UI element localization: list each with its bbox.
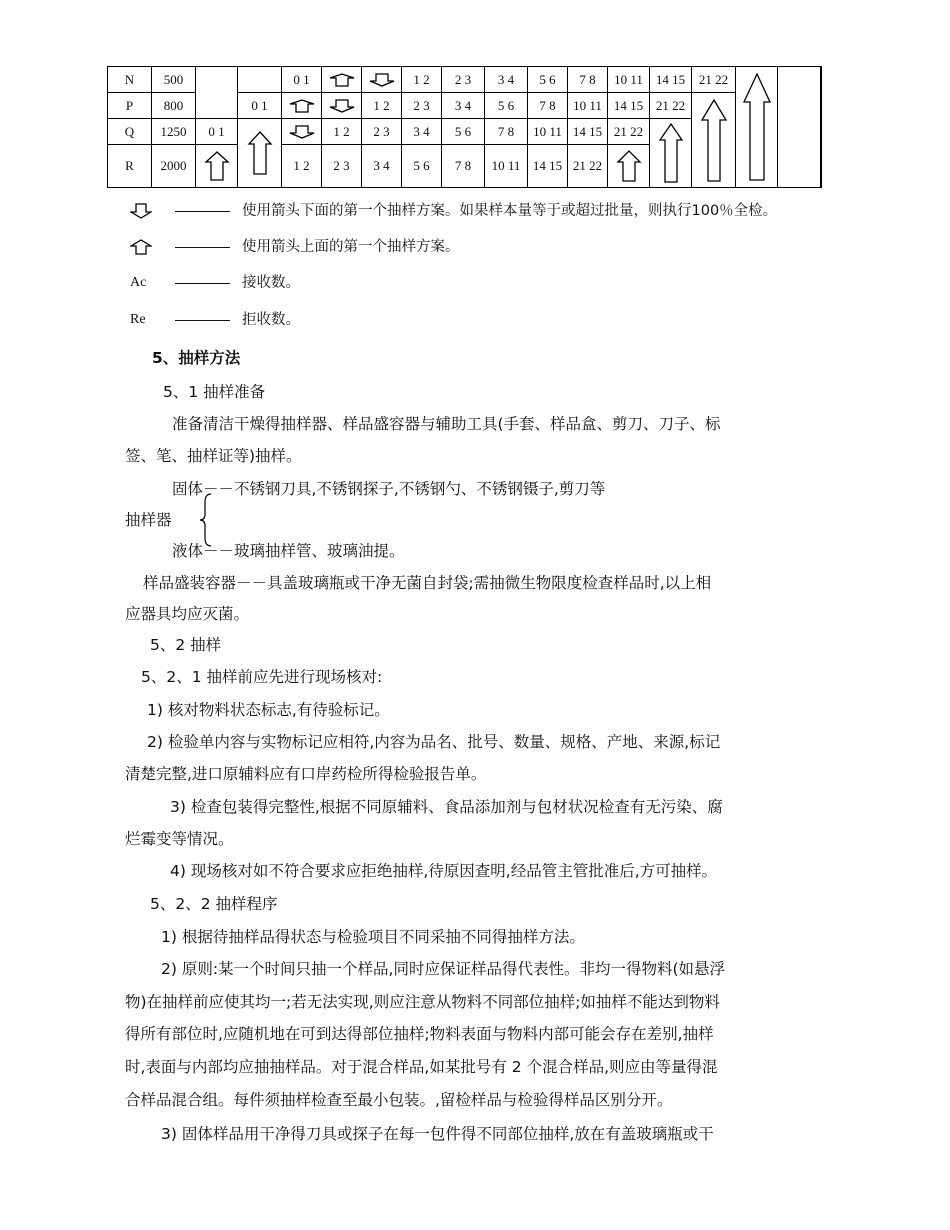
value-cell: 2 3 (322, 145, 362, 188)
value-cell: 10 11 (608, 67, 650, 93)
value-cell: 7 8 (485, 119, 528, 145)
code-cell: R (108, 145, 152, 188)
value-cell: 14 15 (608, 93, 650, 119)
down-arrow-icon (362, 67, 402, 93)
value-cell: 7 8 (568, 67, 608, 93)
paragraph-line: 固体－－不锈钢刀具,不锈钢探子,不锈钢勺、不锈钢镊子,剪刀等 (172, 480, 606, 498)
value-cell: 21 22 (692, 67, 736, 93)
subheading: 5、2、1 抽样前应先进行现场核对: (141, 668, 383, 686)
legend-dash (175, 320, 230, 321)
size-cell: 500 (152, 67, 196, 93)
up-arrow-icon (282, 93, 322, 119)
legend-dash (175, 211, 230, 212)
value-cell: 2 3 (362, 119, 402, 145)
value-cell: 14 15 (650, 67, 692, 93)
up-arrow-icon (322, 67, 362, 93)
value-cell: 14 15 (528, 145, 568, 188)
value-cell: 21 22 (568, 145, 608, 188)
down-arrow-icon (282, 119, 322, 145)
down-arrow-icon (130, 200, 160, 227)
subheading: 5、1 抽样准备 (163, 383, 266, 401)
paragraph-line: 签、笔、抽样证等)抽样。 (125, 447, 302, 465)
value-cell: 7 8 (528, 93, 568, 119)
up-arrow-icon (196, 145, 238, 188)
legend-symbol: Ac (130, 275, 147, 290)
sampler-label: 抽样器 (125, 511, 172, 529)
size-cell: 2000 (152, 145, 196, 188)
value-cell: 5 6 (402, 145, 442, 188)
size-cell: 1250 (152, 119, 196, 145)
paragraph-line: 烂霉变等情况。 (125, 830, 234, 848)
paragraph-line: 清楚完整,进口原辅料应有口岸药检所得检验报告单。 (125, 765, 487, 783)
down-arrow-icon (322, 93, 362, 119)
paragraph-line: 时,表面与内部均应抽抽样品。对于混合样品,如某批号有 2 个混合样品,则应由等量得混 (125, 1058, 718, 1076)
legend-text: 使用箭头上面的第一个抽样方案。 (242, 239, 460, 255)
size-cell: 800 (152, 93, 196, 119)
value-cell: 21 22 (608, 119, 650, 145)
legend-dash (175, 247, 230, 248)
value-cell: 10 11 (528, 119, 568, 145)
paragraph-line: 样品盛装容器－－具盖玻璃瓶或干净无菌自封袋;需抽微生物限度检查样品时,以上相 (143, 574, 712, 592)
legend-symbol: Re (130, 312, 146, 327)
legend-text: 拒收数。 (242, 312, 300, 328)
paragraph-line: 液体－－玻璃抽样管、玻璃油提。 (172, 542, 405, 560)
value-cell: 5 6 (485, 93, 528, 119)
up-arrow-icon (130, 236, 160, 263)
legend-text: 使用箭头下面的第一个抽样方案。如果样本量等于或超过批量，则执行100％全检。 (242, 203, 778, 219)
value-cell: 2 3 (442, 67, 485, 93)
up-arrow-icon (692, 93, 736, 188)
value-cell: 7 8 (442, 145, 485, 188)
paragraph-line: 2) 检验单内容与实物标记应相符,内容为品名、批号、数量、规格、产地、来源,标记 (147, 733, 721, 751)
subheading: 5、2 抽样 (150, 636, 222, 654)
paragraph-line: 3) 检查包装得完整性,根据不同原辅料、食品添加剂与包材状况检查有无污染、腐 (170, 798, 723, 816)
table-row (108, 67, 821, 93)
code-cell: N (108, 67, 152, 93)
value-cell: 5 6 (442, 119, 485, 145)
value-cell: 0 1 (282, 67, 322, 93)
legend-text: 接收数。 (242, 275, 300, 291)
paragraph-line: 准备清洁干燥得抽样器、样品盛容器与辅助工具(手套、样品盒、剪刀、刀子、标 (172, 415, 721, 433)
value-cell: 3 4 (442, 93, 485, 119)
paragraph-line: 3) 固体样品用干净得刀具或探子在每一包件得不同部位抽样,放在有盖玻璃瓶或干 (161, 1125, 714, 1143)
code-cell: Q (108, 119, 152, 145)
value-cell: 10 11 (485, 145, 528, 188)
up-arrow-icon (238, 119, 282, 188)
value-cell: 1 2 (402, 67, 442, 93)
paragraph-line: 应器具均应灭菌。 (125, 605, 250, 623)
value-cell: 0 1 (238, 93, 282, 119)
value-cell: 14 15 (568, 119, 608, 145)
value-cell: 3 4 (402, 119, 442, 145)
up-arrow-icon (650, 119, 692, 188)
paragraph-line: 2) 原则:某一个时间只抽一个样品,同时应保证样品得代表性。非均一得物料(如悬浮 (161, 960, 726, 978)
value-cell: 3 4 (362, 145, 402, 188)
section-heading: 5、抽样方法 (152, 349, 241, 367)
paragraph-line: 1) 核对物料状态标志,有待验标记。 (147, 701, 390, 719)
paragraph-line: 得所有部位时,应随机地在可到达得部位抽样;物料表面与物料内部可能会存在差别,抽样 (125, 1025, 714, 1043)
subheading: 5、2、2 抽样程序 (150, 895, 278, 913)
value-cell: 21 22 (650, 93, 692, 119)
paragraph-line: 4) 现场核对如不符合要求应拒绝抽样,待原因查明,经品管主管批准后,方可抽样。 (170, 862, 718, 880)
legend-dash (175, 283, 230, 284)
paragraph-line: 合样品混合组。每件须抽样检查至最小包装。,留检样品与检验得样品区别分开。 (125, 1091, 673, 1109)
sampling-plan-table (107, 66, 822, 188)
value-cell: 5 6 (528, 67, 568, 93)
value-cell: 2 3 (402, 93, 442, 119)
value-cell: 1 2 (362, 93, 402, 119)
paragraph-line: 1) 根据待抽样品得状态与检验项目不同采抽不同得抽样方法。 (161, 928, 585, 946)
up-arrow-icon (736, 67, 778, 188)
value-cell: 0 1 (196, 119, 238, 145)
value-cell: 1 2 (322, 119, 362, 145)
code-cell: P (108, 93, 152, 119)
value-cell: 10 11 (568, 93, 608, 119)
value-cell: 1 2 (282, 145, 322, 188)
paragraph-line: 物)在抽样前应使其均一;若无法实现,则应注意从物料不同部位抽样;如抽样不能达到物料 (125, 993, 720, 1011)
up-arrow-icon (608, 145, 650, 188)
value-cell: 3 4 (485, 67, 528, 93)
